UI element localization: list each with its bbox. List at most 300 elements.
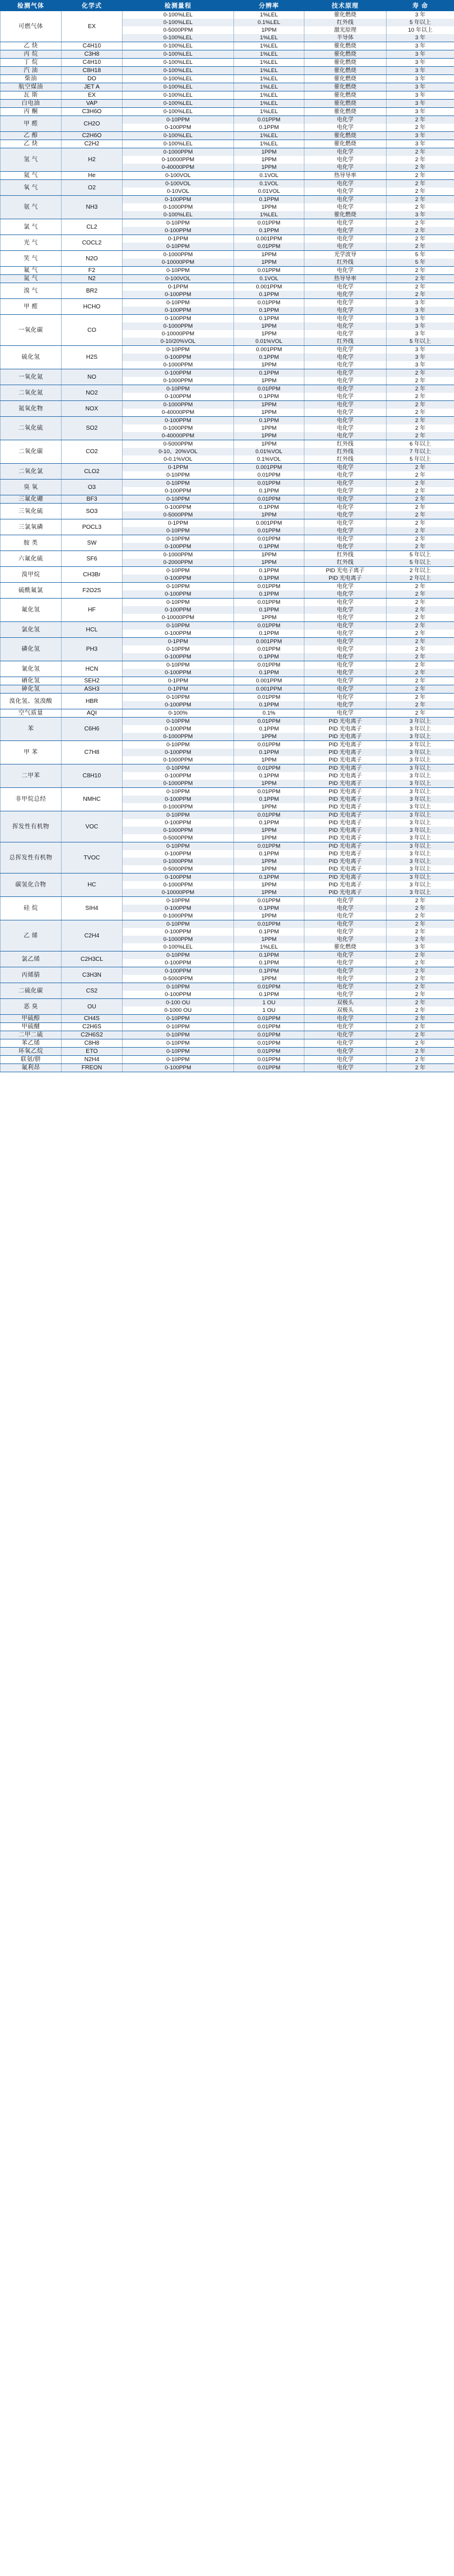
lifetime: 2 年 (387, 653, 454, 661)
technology: PID 光电离子 (304, 827, 387, 834)
lifetime: 3 年 (387, 354, 454, 361)
detection-range: 0-100PPM (123, 487, 234, 495)
technology: 催化燃烧 (304, 100, 387, 108)
lifetime: 2 年 (387, 116, 454, 124)
technology: 电化学 (304, 599, 387, 607)
technology: 电化学 (304, 1015, 387, 1023)
detection-range: 0-10000PPM (123, 156, 234, 164)
chemical-formula: SW (62, 535, 123, 551)
header-range: 检测量程 (123, 1, 234, 11)
technology: 电化学 (304, 614, 387, 622)
chemical-formula: SEH2 (62, 677, 123, 685)
technology: 电化学 (304, 519, 387, 528)
chemical-formula: ASH3 (62, 685, 123, 694)
chemical-formula: HC (62, 874, 123, 897)
detection-range: 0-10/20%VOL (123, 338, 234, 346)
chemical-formula: POCL3 (62, 519, 123, 535)
gas-name: 氢 气 (1, 148, 62, 172)
detection-range: 0-100PPM (123, 772, 234, 780)
resolution: 1PPM (234, 361, 304, 369)
table-row (1, 11, 454, 19)
detection-range: 0-2000PPM (123, 559, 234, 567)
resolution: 0.01PPM (234, 661, 304, 670)
detection-range: 0-100PPM (123, 196, 234, 204)
resolution: 1PPM (234, 733, 304, 741)
technology: 电化学 (304, 959, 387, 967)
technology: 双极头 (304, 1007, 387, 1015)
table-row (1, 1039, 454, 1048)
detection-range: 0-40000PPM (123, 432, 234, 440)
technology: 电化学 (304, 983, 387, 991)
resolution: 1%LEL (234, 11, 304, 19)
lifetime: 3 年 (387, 943, 454, 951)
technology: 催化燃烧 (304, 83, 387, 91)
lifetime: 2 年 (387, 661, 454, 670)
resolution: 1PPM (234, 164, 304, 172)
chemical-formula: F2O2S (62, 583, 123, 599)
technology: 双极头 (304, 999, 387, 1007)
resolution: 0.1PPM (234, 504, 304, 512)
technology: 催化燃烧 (304, 59, 387, 67)
lifetime: 2 年 (387, 377, 454, 385)
table-row (1, 346, 454, 354)
detection-range: 0-10、20%VOL (123, 448, 234, 456)
detection-range: 0-10PPM (123, 622, 234, 630)
resolution: 1%LEL (234, 108, 304, 116)
lifetime: 3 年以上 (387, 889, 454, 897)
resolution: 0.1PPM (234, 354, 304, 361)
detection-range: 0-100PPM (123, 1064, 234, 1072)
technology: 电化学 (304, 464, 387, 472)
lifetime: 3 年以上 (387, 858, 454, 865)
resolution: 0.1% (234, 709, 304, 718)
resolution: 0.001PPM (234, 346, 304, 354)
detection-range: 0-1000PPM (123, 780, 234, 788)
table-row (1, 116, 454, 124)
resolution: 1PPM (234, 26, 304, 34)
table-row (1, 661, 454, 670)
resolution: 0.1PPM (234, 393, 304, 401)
chemical-formula: HCHO (62, 299, 123, 315)
detection-range: 0-1000PPM (123, 148, 234, 157)
resolution: 1PPM (234, 803, 304, 811)
table-row (1, 75, 454, 83)
table-row (1, 709, 454, 718)
resolution: 1PPM (234, 834, 304, 842)
resolution: 1%LEL (234, 100, 304, 108)
chemical-formula: CH3Br (62, 567, 123, 583)
technology: 催化燃烧 (304, 943, 387, 951)
resolution: 0.1PPM (234, 725, 304, 733)
resolution: 0.1PPM (234, 991, 304, 999)
chemical-formula: C2H3CL (62, 951, 123, 967)
resolution: 0.1PPM (234, 701, 304, 709)
gas-name: 甲 醛 (1, 116, 62, 132)
table-row (1, 519, 454, 528)
detection-range: 0-100%LEL (123, 943, 234, 951)
table-row (1, 59, 454, 67)
resolution: 0.01PPM (234, 1056, 304, 1064)
header-resolution: 分辨率 (234, 1, 304, 11)
detection-range: 0-10VOL (123, 188, 234, 196)
chemical-formula: C2H6S (62, 1023, 123, 1031)
resolution: 0.1VOL (234, 172, 304, 180)
resolution: 0.01PPM (234, 1039, 304, 1048)
technology: PID 光电离子 (304, 749, 387, 756)
lifetime: 2 年 (387, 1031, 454, 1039)
detection-range: 0-1000PPM (123, 858, 234, 865)
resolution: 0.01PPM (234, 1015, 304, 1023)
gas-name: 汽 油 (1, 67, 62, 75)
detection-range: 0-100PPM (123, 928, 234, 936)
gas-name: 恶 臭 (1, 999, 62, 1015)
table-row (1, 874, 454, 882)
detection-range: 0-100PPM (123, 504, 234, 512)
lifetime: 2 年 (387, 527, 454, 535)
technology: 电化学 (304, 590, 387, 599)
technology: 激光原理 (304, 26, 387, 34)
technology: PID 光电子离子 (304, 567, 387, 575)
detection-range: 0-100PPM (123, 124, 234, 132)
lifetime: 3 年以上 (387, 811, 454, 820)
gas-name: 甲硫醚 (1, 1023, 62, 1031)
gas-name: 氮氧化物 (1, 401, 62, 417)
gas-name: 氯 气 (1, 219, 62, 235)
technology: PID 光电离子 (304, 788, 387, 796)
table-row (1, 464, 454, 472)
detection-range: 0-1PPM (123, 519, 234, 528)
gas-name: 二硫化碳 (1, 983, 62, 999)
header-row (1, 1, 454, 11)
lifetime: 3 年 (387, 140, 454, 148)
technology: 电化学 (304, 291, 387, 299)
gas-name: 氧 气 (1, 180, 62, 196)
chemical-formula: SIH4 (62, 897, 123, 920)
gas-name: 乙 炔 (1, 42, 62, 50)
chemical-formula: C2H6S2 (62, 1031, 123, 1039)
table-row (1, 91, 454, 100)
lifetime: 3 年以上 (387, 834, 454, 842)
chemical-formula: C2H4 (62, 920, 123, 951)
technology: 电化学 (304, 583, 387, 591)
table-row (1, 315, 454, 323)
resolution: 1PPM (234, 559, 304, 567)
resolution: 0.01PPM (234, 385, 304, 393)
technology: PID 光电离子 (304, 772, 387, 780)
resolution: 0.01PPM (234, 243, 304, 251)
lifetime: 2 年 (387, 1056, 454, 1064)
detection-range: 0-100VOL (123, 275, 234, 283)
lifetime: 3 年 (387, 50, 454, 59)
table-row (1, 764, 454, 773)
detection-range: 0-10PPM (123, 718, 234, 726)
technology: 催化燃烧 (304, 108, 387, 116)
detection-range: 0-10PPM (123, 1015, 234, 1023)
table-row (1, 967, 454, 976)
table-row (1, 172, 454, 180)
header-gas-name: 检测气体 (1, 1, 62, 11)
detection-range: 0-100PPM (123, 590, 234, 599)
table-row (1, 267, 454, 275)
gas-name: 三氧化硫 (1, 504, 62, 519)
technology: PID 光电离子 (304, 811, 387, 820)
technology: 电化学 (304, 377, 387, 385)
table-row (1, 283, 454, 291)
table-row (1, 275, 454, 283)
resolution: 0.01PPM (234, 583, 304, 591)
resolution: 1PPM (234, 827, 304, 834)
technology: 电化学 (304, 905, 387, 912)
technology: 半导体 (304, 34, 387, 42)
lifetime: 2 年 (387, 1048, 454, 1056)
lifetime: 3 年 (387, 315, 454, 323)
table-row (1, 638, 454, 646)
chemical-formula: CH4S (62, 1015, 123, 1023)
resolution: 0.01%VOL (234, 338, 304, 346)
detection-range: 0-10PPM (123, 243, 234, 251)
resolution: 0.01PPM (234, 471, 304, 480)
table-row (1, 983, 454, 991)
resolution: 1PPM (234, 889, 304, 897)
detection-range: 0-100PPM (123, 315, 234, 323)
gas-name: 氟利昂 (1, 1064, 62, 1072)
table-row (1, 235, 454, 243)
detection-range: 0-10PPM (123, 495, 234, 504)
lifetime: 2 年 (387, 219, 454, 227)
lifetime: 2 年 (387, 951, 454, 960)
gas-name: 氮 气 (1, 275, 62, 283)
table-row (1, 1023, 454, 1031)
table-row (1, 599, 454, 607)
technology: 电化学 (304, 630, 387, 638)
technology: 电化学 (304, 315, 387, 323)
resolution: 0.01PPM (234, 1031, 304, 1039)
resolution: 0.1PPM (234, 749, 304, 756)
detection-range: 0-10PPM (123, 219, 234, 227)
chemical-formula: N2O (62, 251, 123, 267)
gas-name: 砷化氢 (1, 685, 62, 694)
resolution: 0.1PPM (234, 606, 304, 614)
table-row (1, 551, 454, 559)
resolution: 1%LEL (234, 943, 304, 951)
resolution: 1PPM (234, 251, 304, 259)
resolution: 0.01PPM (234, 299, 304, 307)
technology: 电化学 (304, 156, 387, 164)
resolution: 1%LEL (234, 91, 304, 100)
resolution: 1PPM (234, 912, 304, 920)
lifetime: 2 年 (387, 999, 454, 1007)
technology: 催化燃烧 (304, 132, 387, 140)
lifetime: 2 年 (387, 1039, 454, 1048)
resolution: 0.1PPM (234, 227, 304, 235)
chemical-formula: CL2 (62, 219, 123, 235)
gas-name: 氟化氢 (1, 599, 62, 622)
table-row (1, 535, 454, 543)
gas-name: 碳氢化合物 (1, 874, 62, 897)
detection-range: 0-10PPM (123, 764, 234, 773)
resolution: 0.001PPM (234, 235, 304, 243)
resolution: 1PPM (234, 156, 304, 164)
table-row (1, 677, 454, 685)
detection-range: 0-5000PPM (123, 865, 234, 874)
technology: 电化学 (304, 385, 387, 393)
resolution: 1%LEL (234, 34, 304, 42)
resolution: 1PPM (234, 511, 304, 519)
resolution: 0.01PPM (234, 267, 304, 275)
gas-name: 溴甲烷 (1, 567, 62, 583)
lifetime: 2 年 (387, 495, 454, 504)
lifetime: 2 年 (387, 975, 454, 983)
table-row (1, 999, 454, 1007)
technology: 催化燃烧 (304, 91, 387, 100)
technology: 电化学 (304, 219, 387, 227)
technology: PID 光电离子 (304, 834, 387, 842)
technology: PID 光电离子 (304, 889, 387, 897)
gas-name: 六氟化硫 (1, 551, 62, 567)
detection-range: 0-100PPM (123, 630, 234, 638)
chemical-formula: N2H4 (62, 1056, 123, 1064)
detection-range: 0-10PPM (123, 1023, 234, 1031)
lifetime: 3 年 (387, 108, 454, 116)
detection-range: 0-100PPM (123, 393, 234, 401)
lifetime: 2 年 (387, 583, 454, 591)
lifetime: 2 年 (387, 235, 454, 243)
technology: 红外线 (304, 259, 387, 267)
chemical-formula: VOC (62, 811, 123, 842)
lifetime: 2 年 (387, 504, 454, 512)
resolution: 0.01PPM (234, 599, 304, 607)
lifetime: 3 年以上 (387, 827, 454, 834)
resolution: 0.1PPM (234, 669, 304, 677)
detection-range: 0-100PPM (123, 606, 234, 614)
gas-name: 二氧化碳 (1, 440, 62, 464)
technology: 电化学 (304, 346, 387, 354)
resolution: 1PPM (234, 858, 304, 865)
lifetime: 2 年 (387, 912, 454, 920)
technology: 电化学 (304, 124, 387, 132)
technology: 电化学 (304, 267, 387, 275)
lifetime: 2 年 (387, 1007, 454, 1015)
technology: 催化燃烧 (304, 11, 387, 19)
resolution: 1PPM (234, 330, 304, 338)
detection-range: 0-100%LEL (123, 132, 234, 140)
technology: 电化学 (304, 369, 387, 378)
detection-range: 0-100VOL (123, 180, 234, 188)
lifetime: 2 年 (387, 677, 454, 685)
detection-range: 0-5000PPM (123, 834, 234, 842)
gas-name: 丙 烷 (1, 50, 62, 59)
detection-range: 0-10PPM (123, 1039, 234, 1048)
technology: 电化学 (304, 543, 387, 551)
header-technology: 技术原理 (304, 1, 387, 11)
chemical-formula: NO (62, 369, 123, 385)
lifetime: 5 年以上 (387, 19, 454, 26)
table-row (1, 67, 454, 75)
lifetime: 2 年 (387, 1064, 454, 1072)
resolution: 1PPM (234, 409, 304, 417)
technology: 电化学 (304, 991, 387, 999)
gas-name: 磷化氢 (1, 638, 62, 661)
detection-range: 0-100PPM (123, 796, 234, 803)
detection-range: 0-100%LEL (123, 75, 234, 83)
table-header (1, 1, 454, 11)
technology: 电化学 (304, 638, 387, 646)
lifetime: 2 年 (387, 614, 454, 622)
table-row (1, 842, 454, 851)
lifetime: 2 年 (387, 471, 454, 480)
detection-range: 0-100PPM (123, 967, 234, 976)
lifetime: 2 年 (387, 180, 454, 188)
resolution: 0.01%VOL (234, 448, 304, 456)
resolution: 0.01PPM (234, 1048, 304, 1056)
resolution: 1PPM (234, 203, 304, 211)
lifetime: 5 年 (387, 251, 454, 259)
resolution: 0.01PPM (234, 983, 304, 991)
resolution: 0.1PPM (234, 543, 304, 551)
technology: 电化学 (304, 694, 387, 702)
resolution: 0.1PPM (234, 196, 304, 204)
gas-name: 苯 (1, 718, 62, 741)
resolution: 1%LEL (234, 83, 304, 91)
resolution: 0.1PPM (234, 928, 304, 936)
gas-name: 胺 类 (1, 535, 62, 551)
technology: 电化学 (304, 645, 387, 653)
technology: PID 光电离子 (304, 803, 387, 811)
detection-range: 0-100%LEL (123, 67, 234, 75)
detection-range: 0-5000PPM (123, 26, 234, 34)
technology: 电化学 (304, 1064, 387, 1072)
chemical-formula: C6H6 (62, 718, 123, 741)
technology: 电化学 (304, 322, 387, 330)
gas-name: 非甲烷总经 (1, 788, 62, 811)
detection-range: 0-1PPM (123, 685, 234, 694)
resolution: 0.1PPM (234, 590, 304, 599)
technology: 电化学 (304, 897, 387, 905)
detection-range: 0-100% (123, 709, 234, 718)
technology: PID 光电离子 (304, 741, 387, 749)
table-row (1, 42, 454, 50)
resolution: 1%LEL (234, 132, 304, 140)
technology: 电化学 (304, 354, 387, 361)
resolution: 0.01PPM (234, 645, 304, 653)
table-row (1, 299, 454, 307)
technology: 电化学 (304, 936, 387, 943)
resolution: 1PPM (234, 756, 304, 764)
technology: 电化学 (304, 677, 387, 685)
lifetime: 2 年 (387, 991, 454, 999)
gas-name: 笑 气 (1, 251, 62, 267)
technology: 催化燃烧 (304, 75, 387, 83)
technology: 电化学 (304, 967, 387, 976)
gas-name: 苯乙烯 (1, 1039, 62, 1048)
gas-name: 二氧化硫 (1, 417, 62, 440)
lifetime: 2 年 (387, 385, 454, 393)
table-row (1, 583, 454, 591)
detection-range: 0-10PPM (123, 897, 234, 905)
chemical-formula: H2S (62, 346, 123, 369)
detection-range: 0-1000PPM (123, 377, 234, 385)
technology: 催化燃烧 (304, 140, 387, 148)
detection-range: 0-100%LEL (123, 91, 234, 100)
resolution: 1PPM (234, 614, 304, 622)
lifetime: 2 年 (387, 606, 454, 614)
lifetime: 2 年 (387, 967, 454, 976)
resolution: 0.01PPM (234, 527, 304, 535)
gas-name: 二氧化氮 (1, 385, 62, 401)
lifetime: 3 年 (387, 34, 454, 42)
header-formula: 化学式 (62, 1, 123, 11)
detection-range: 0-100%LEL (123, 108, 234, 116)
